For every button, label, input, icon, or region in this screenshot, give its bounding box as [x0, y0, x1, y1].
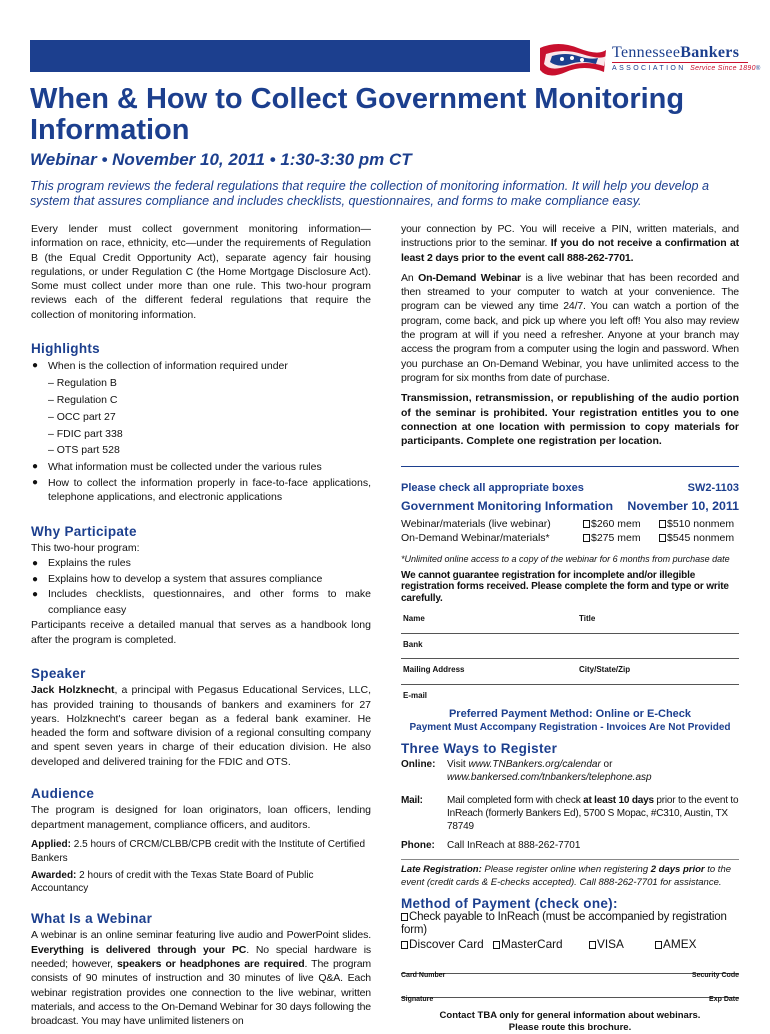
list-item: – OTS part 528 — [48, 444, 120, 457]
card-number-label: Card Number — [401, 972, 446, 980]
discover-option[interactable]: Discover Card — [401, 937, 493, 951]
method-of-payment-heading: Method of Payment (check one): — [401, 896, 618, 912]
checkbox-icon — [583, 534, 590, 542]
page-title: When & How to Collect Government Monitoring Information — [30, 83, 685, 146]
transmission-notice: Transmission, retransmission, or republishing of the audio portion of the seminar is prohibited. Your registration entitles you to one connection at one location with permission to copy materials for participants. Complete one registration per location. — [401, 392, 739, 448]
webinar-date-line: Webinar • November 10, 2011 • 1:30-3:30 pm CT — [30, 150, 412, 169]
check-boxes-instruction: Please check all appropriate boxes — [401, 482, 584, 495]
checkbox-live-nonmember[interactable]: $510 nonmem — [659, 517, 734, 531]
mastercard-option[interactable]: MasterCard — [493, 937, 589, 951]
audience-text: The program is designed for loan originators, loan officers, lending department management, compliance officers, and auditors. — [31, 804, 371, 831]
security-code-label: Security Code — [691, 972, 739, 980]
checkbox-icon — [401, 913, 408, 921]
checkbox-icon — [659, 520, 666, 528]
email-label: E-mail — [403, 690, 428, 700]
register-phone: Phone: Call InReach at 888-262-7701 — [401, 839, 581, 851]
why-intro: This two-hour program: — [31, 541, 140, 554]
highlights-list — [31, 358, 371, 504]
speaker-heading: Speaker — [31, 665, 86, 681]
list-item: ● Explains how to develop a system that assures compliance — [31, 572, 371, 588]
exp-date-label: Exp Date — [709, 996, 739, 1004]
checkbox-ondemand-member[interactable]: $275 mem — [583, 531, 659, 545]
header-color-bar — [30, 40, 530, 72]
list-item: – OCC part 27 — [48, 410, 116, 423]
price-row-ondemand: On-Demand Webinar/materials* $275 mem $545 nonmem — [401, 532, 735, 545]
opening-paragraph: Every lender must collect government monitoring information—information on race, ethnicity, etc—under the requirements of Regulation B (the Equal Credit Opportunity Act), separate agency fair housing regulations, or under Regulation C (the Home Mortgage Disclosure Act). Some must collect under more than one rule. This two-hour program reviews each of the different federal regulations that require the collection of monitoring information. — [31, 223, 371, 321]
signature-field[interactable] — [401, 974, 739, 1004]
checkbox-icon — [655, 941, 662, 949]
late-registration: Late Registration: Please register online when registering 2 days prior to the event (credit cards & E-checks accepted). Call 888-262-7701 for assistance. — [401, 864, 732, 888]
program-date: November 10, 2011 — [627, 498, 739, 513]
webinar-continued: your connection by PC. You will receive a PIN, written materials, and instructions prior to the seminar. If you do not receive a confirmation at least 2 days prior to the event call 888-262-7701. — [401, 223, 740, 264]
ondemand-description: An On-Demand Webinar is a live webinar that has been recorded and then streamed to your computer to watch at your convenience. The program can be viewed any time 24/7. You can watch a portion of the program, come back, and pick up where you left off! You also may review the program at will if you need a refresher. Anyone at your branch may access the program from a computer using the login and password. When you purchase an On-Demand Webinar, you have unlimited access to the program for six months from date of purchase. — [401, 271, 740, 384]
checkbox-icon — [583, 520, 590, 528]
why-participate-heading: Why Participate — [31, 523, 137, 539]
card-number-field[interactable] — [401, 952, 739, 980]
tba-calendar-link[interactable]: www.TNBankers.org/calendar — [468, 758, 601, 770]
visa-option[interactable]: VISA — [589, 937, 655, 951]
logo-subline: ASSOCIATION Service Since 1890® — [612, 65, 761, 72]
signature-label: Signature — [401, 996, 434, 1004]
three-ways-heading: Three Ways to Register — [401, 740, 558, 756]
mailing-address-label: Mailing Address — [403, 665, 465, 675]
program-name: Government Monitoring Information — [401, 498, 614, 513]
intro-paragraph: This program reviews the federal regulations that require the collection of monitoring information. It will help you develop a system that assures compliance and includes checklists, questionnaires, and forms to make compliance easy. — [30, 179, 710, 208]
highlights-heading: Highlights — [31, 341, 100, 357]
list-item: ● When is the collection of information required under — [31, 358, 371, 375]
what-is-webinar-heading: What Is a Webinar — [31, 911, 153, 927]
amex-option[interactable]: AMEX — [655, 937, 696, 951]
title-label: Title — [579, 614, 596, 624]
program-code: SW2-1103 — [687, 482, 739, 495]
tba-flag-emblem-icon — [538, 42, 608, 76]
awarded-credit: Awarded: 2 hours of credit with the Texas State Board of Public Accountancy — [31, 869, 314, 895]
left-column — [31, 222, 371, 1028]
address-field[interactable] — [401, 659, 739, 685]
checkbox-icon — [589, 941, 596, 949]
city-state-zip-label: City/State/Zip — [579, 665, 631, 675]
applied-credit: Applied: 2.5 hours of CRCM/CLBB/CPB credit with the Institute of Certified Bankers — [31, 838, 366, 864]
speaker-bio: Jack Holzknecht, a principal with Pegasus Educational Services, LLC, has provided training to thousands of bankers and examiners for 27 years. Holzknecht's career began as a federal bank examiner. He headed the form and software division of a regional consulting company and spent seven years in charge of their education division. He also developed and delivered training for the FDIC and OTS. — [31, 684, 371, 768]
check-payment-option[interactable]: Check payable to InReach (must be accompanied by registration form) — [401, 911, 727, 937]
register-mail: Mail: Mail completed form with check at least 10 days prior to the event to InReach (formerly Bankers Ed), 5700 S Mopac, #C310, Austin, TX 78749 — [401, 794, 739, 832]
checkbox-ondemand-nonmember[interactable]: $545 nonmem — [659, 531, 734, 545]
tba-logo — [538, 42, 761, 76]
register-online: Online: Visit www.TNBankers.org/calendar or www.bankersed.com/tnbankers/telephone.asp — [401, 758, 652, 783]
payment-notice: Payment Must Accompany Registration - Invoices Are Not Provided — [409, 722, 731, 734]
bank-label: Bank — [403, 639, 423, 649]
price-row-live: Webinar/materials (live webinar) $260 mem $510 nonmem — [401, 518, 735, 531]
name-label: Name — [403, 614, 425, 624]
list-item: – Regulation C — [48, 393, 118, 406]
list-item: – FDIC part 338 — [48, 427, 123, 440]
guarantee-notice: We cannot guarantee registration for incomplete and/or illegible registration forms received. Please complete the form and type or write carefully. — [401, 569, 729, 604]
checkbox-live-member[interactable]: $260 mem — [583, 517, 659, 531]
list-item: – Regulation B — [48, 377, 117, 390]
logo-rule — [612, 62, 748, 63]
list-item: ● Explains the rules — [31, 556, 371, 572]
why-outro: Participants receive a detailed manual that serves as a handbook long after the program is completed. — [31, 619, 371, 646]
preferred-payment: Preferred Payment Method: Online or E-Check — [448, 707, 692, 720]
program-header — [401, 499, 739, 513]
ondemand-footnote: *Unlimited online access to a copy of the webinar for 6 months from purchase date — [401, 553, 730, 564]
divider — [401, 466, 739, 467]
name-title-field[interactable] — [401, 608, 739, 634]
contact-notice: Contact TBA only for general information about webinars. Please route this brochure. — [439, 1009, 701, 1033]
bank-field[interactable] — [401, 634, 739, 660]
list-item: ● What information must be collected under the various rules — [31, 459, 371, 476]
speaker-name: Jack Holzknecht — [31, 684, 115, 697]
logo-wordmark: TennesseeBankers — [612, 44, 740, 61]
list-item: ● Includes checklists, questionnaires, and other forms to make compliance easy — [31, 587, 371, 618]
right-column — [401, 222, 739, 1034]
bankersed-link[interactable]: www.bankersed.com/tnbankers/telephone.asp — [447, 771, 652, 783]
checkbox-icon — [659, 534, 666, 542]
checkbox-icon — [493, 941, 500, 949]
checkbox-icon — [401, 941, 408, 949]
email-field[interactable] — [401, 685, 739, 699]
audience-heading: Audience — [31, 786, 95, 802]
registration-header — [401, 481, 739, 495]
webinar-description: A webinar is an online seminar featuring live audio and PowerPoint slides. Everything is delivered through your PC. No special hardware is needed; however, speakers or headphones are required. The program consists of 90 minutes of instruction and 30 minutes of live Q&A. Each webinar registration provides one connection to the live webinar, written materials, and access to the On-Demand Webinar for 30 days following the broadcast. You may have unlimited listeners on — [31, 929, 372, 1028]
list-item: ● How to collect the information properly in face-to-face applications, telephone applications, and electronic applications — [31, 476, 371, 505]
why-list — [31, 556, 371, 618]
card-options — [401, 937, 739, 951]
